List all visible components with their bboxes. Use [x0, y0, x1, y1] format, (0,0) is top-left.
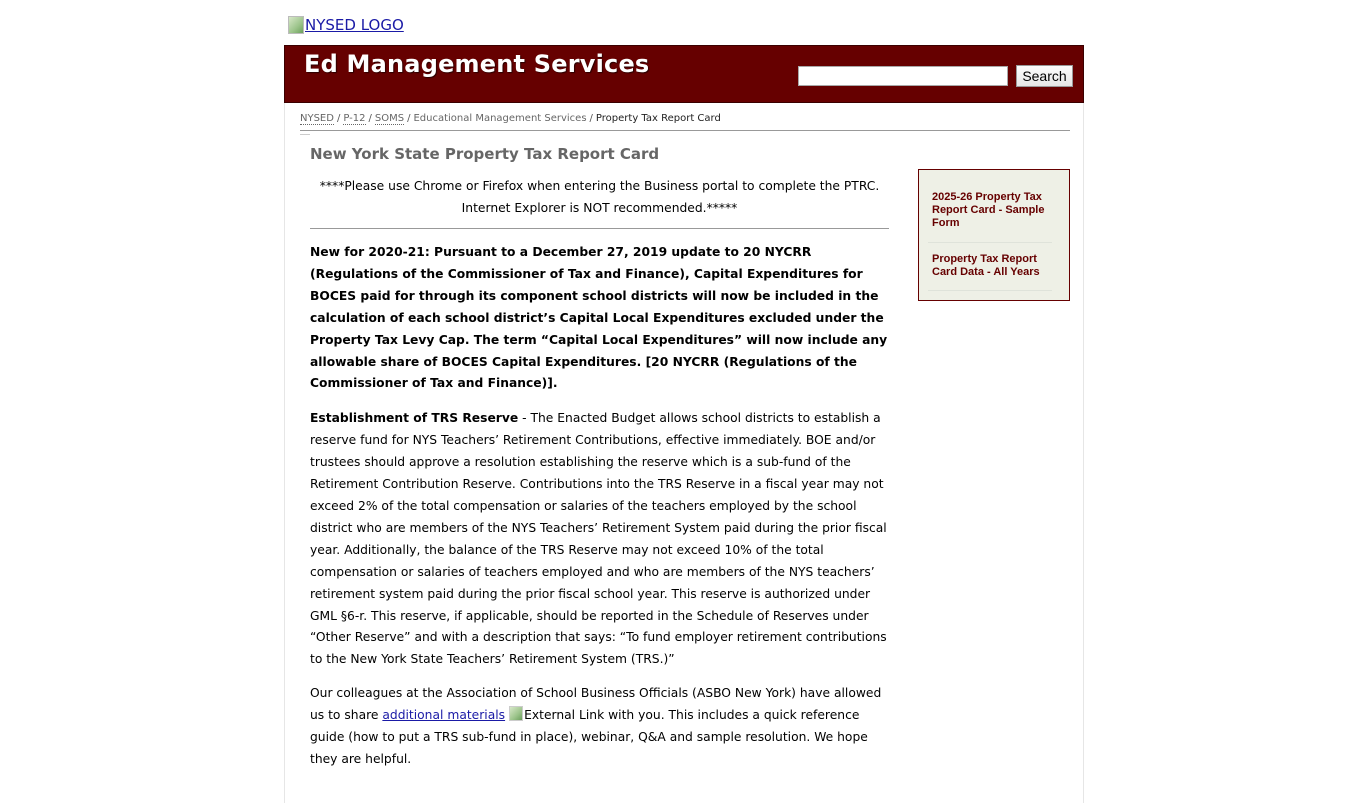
- divider-tick: [300, 134, 310, 135]
- browser-notice: [310, 175, 889, 219]
- section-divider: [310, 228, 889, 229]
- breadcrumb-divider: [300, 130, 1070, 131]
- breadcrumb-soms[interactable]: SOMS: [374, 113, 405, 124]
- notice-line-1: ****Please use Chrome or Firefox when entering the Business portal to complete the PTRC.: [319, 179, 880, 193]
- site-banner: [284, 45, 1084, 103]
- external-link-icon: [509, 706, 523, 721]
- asbo-paragraph: [310, 683, 889, 771]
- breadcrumb-nysed[interactable]: NYSED: [300, 113, 334, 124]
- sidebar-link-sample-form[interactable]: 2025-26 Property Tax Report Card - Sample Form: [932, 191, 1045, 229]
- sidebar-divider: [928, 242, 1052, 243]
- breadcrumb-separator: /: [368, 113, 372, 124]
- trs-reserve-body: - The Enacted Budget allows school districts to establish a reserve fund for NYS Teachers’ Retirement Contributions, effective immediately. BOE and/or trustees should approve a resolution establishing the reserve which is a sub-fund of the Retirement Contribution Reserve. Contributions into the TRS Reserve in a fiscal year may not exceed 2% of the total compensation or salaries of the teachers employed by the school district who are members of the NYS Teachers’ Retirement System paid during the prior fiscal year. Additionally, the balance of the TRS Reserve may not exceed 10% of the total compensation or salaries of teachers employed and who are members of the NYS teachers’ retirement system paid during the prior fiscal school year. This reserve is authorized under GML §6-r. This reserve, if applicable, should be reported in the Schedule of Reserves under “Other Reserve” and with a description that says: “To fund employer retirement contributions to the New York State Teachers’ Retirement System (TRS.)”: [310, 411, 887, 667]
- asbo-text-after: with you. This includes a quick reference guide (how to put a TRS sub-fund in place), webinar, Q&A and sample resolution. We hope they are helpful.: [310, 708, 868, 766]
- additional-materials-link[interactable]: additional materials: [382, 708, 506, 723]
- trs-reserve-heading: Establishment of TRS Reserve: [310, 411, 519, 426]
- boces-update-paragraph: New for 2020-21: Pursuant to a December 27, 2019 update to 20 NYCRR (Regulations of the Commissioner of Tax and Finance), Capital Expenditures for BOCES paid for through its component school districts will now be included in the calculation of each school district’s Capital Local Expenditures excluded under the Property Tax Levy Cap. The term “Capital Local Expenditures” will now include any allowable share of BOCES Capital Expenditures. [20 NYCRR (Regulations of the Commissioner of Tax and Finance)].: [310, 245, 888, 391]
- sidebar-link-data-all-years[interactable]: Property Tax Report Card Data - All Years: [932, 253, 1040, 278]
- asbo-text-before: Our colleagues at the Association of School Business Officials (ASBO New York) have allowed us to share: [310, 686, 882, 723]
- external-link-alt-text: External Link: [524, 708, 605, 723]
- sidebar-divider: [928, 290, 1052, 291]
- breadcrumb-educational-management-services[interactable]: Educational Management Services: [413, 113, 587, 124]
- logo-row: [284, 0, 1084, 45]
- breadcrumb-p12[interactable]: P-12: [343, 113, 366, 124]
- breadcrumb-separator: /: [589, 113, 593, 124]
- breadcrumb-separator: /: [407, 113, 411, 124]
- page-title: New York State Property Tax Report Card: [310, 145, 660, 163]
- banner-title: Ed Management Services: [304, 50, 650, 78]
- sidebar-links-box: [918, 169, 1070, 301]
- main-content: [310, 145, 889, 771]
- trs-reserve-paragraph: [310, 408, 889, 671]
- page-wrapper: [284, 0, 1084, 803]
- search-button[interactable]: Search: [1016, 65, 1073, 87]
- breadcrumb-separator: /: [336, 113, 341, 124]
- breadcrumb: [300, 113, 721, 124]
- logo-alt-text: NYSED LOGO: [305, 16, 404, 34]
- content-area: [284, 103, 1084, 803]
- search-input[interactable]: [798, 66, 1008, 86]
- broken-image-icon: [288, 16, 304, 34]
- nysed-logo-link[interactable]: [288, 16, 404, 34]
- notice-line-2: Internet Explorer is NOT recommended.*****: [461, 201, 738, 215]
- breadcrumb-current: Property Tax Report Card: [595, 113, 721, 124]
